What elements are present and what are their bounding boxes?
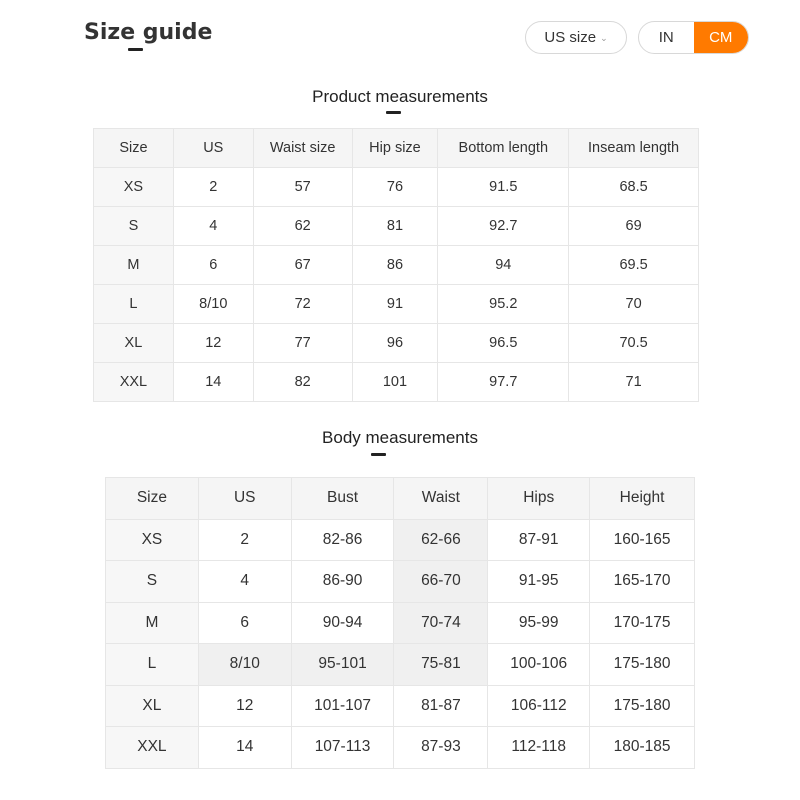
- table-cell: 6: [198, 602, 291, 644]
- table-cell: 62-66: [394, 519, 488, 561]
- column-header: Inseam length: [569, 129, 699, 168]
- table-cell: 2: [173, 168, 253, 207]
- table-cell: 91-95: [488, 561, 590, 603]
- table-cell: 96: [352, 324, 438, 363]
- table-cell: 175-180: [590, 644, 695, 686]
- table-row: [94, 324, 699, 363]
- table-row: [106, 685, 695, 727]
- table-cell: 106-112: [488, 685, 590, 727]
- table-cell: 2: [198, 519, 291, 561]
- size-label-cell: XS: [106, 519, 199, 561]
- column-header: Hip size: [352, 129, 438, 168]
- table-cell: 67: [253, 246, 352, 285]
- title-underline: [128, 48, 143, 51]
- table-cell: 91: [352, 285, 438, 324]
- table-cell: 14: [173, 363, 253, 402]
- table-cell: 66-70: [394, 561, 488, 603]
- table-row: [94, 168, 699, 207]
- table-cell: 82: [253, 363, 352, 402]
- table-cell: 6: [173, 246, 253, 285]
- table-cell: 76: [352, 168, 438, 207]
- table-cell: 81: [352, 207, 438, 246]
- table-cell: 4: [198, 561, 291, 603]
- size-system-value: US size: [544, 29, 597, 46]
- column-header: US: [198, 478, 291, 520]
- table-cell: 70.5: [569, 324, 699, 363]
- table-cell: 70-74: [394, 602, 488, 644]
- column-header: Height: [590, 478, 695, 520]
- body-measurements-title: Body measurements: [322, 428, 478, 447]
- table-cell: 12: [198, 685, 291, 727]
- size-system-select[interactable]: [525, 21, 627, 54]
- table-cell: 57: [253, 168, 352, 207]
- table-row: [106, 727, 695, 769]
- size-label-cell: L: [94, 285, 174, 324]
- table-cell: 92.7: [438, 207, 569, 246]
- table-cell: 69: [569, 207, 699, 246]
- table-cell: 14: [198, 727, 291, 769]
- table-row: [94, 285, 699, 324]
- table-cell: 77: [253, 324, 352, 363]
- column-header: Size: [106, 478, 199, 520]
- table-cell: 87-93: [394, 727, 488, 769]
- body-measurements-table: [105, 477, 695, 769]
- table-cell: 75-81: [394, 644, 488, 686]
- size-label-cell: M: [106, 602, 199, 644]
- table-cell: 81-87: [394, 685, 488, 727]
- table-row: [94, 363, 699, 402]
- table-cell: 8/10: [198, 644, 291, 686]
- table-cell: 101-107: [291, 685, 394, 727]
- table-cell: 170-175: [590, 602, 695, 644]
- table-cell: 107-113: [291, 727, 394, 769]
- column-header: Bust: [291, 478, 394, 520]
- table-header-row: [94, 129, 699, 168]
- table-cell: 68.5: [569, 168, 699, 207]
- table-cell: 95-101: [291, 644, 394, 686]
- unit-in-button[interactable]: IN: [639, 22, 694, 53]
- table-cell: 95.2: [438, 285, 569, 324]
- table-cell: 180-185: [590, 727, 695, 769]
- table-cell: 165-170: [590, 561, 695, 603]
- size-label-cell: L: [106, 644, 199, 686]
- table-cell: 86: [352, 246, 438, 285]
- table-header-row: [106, 478, 695, 520]
- table-cell: 100-106: [488, 644, 590, 686]
- table-cell: 87-91: [488, 519, 590, 561]
- table-cell: 12: [173, 324, 253, 363]
- table-cell: 82-86: [291, 519, 394, 561]
- table-row: [94, 207, 699, 246]
- size-label-cell: XXL: [94, 363, 174, 402]
- product-measurements-underline: [386, 111, 401, 114]
- table-cell: 8/10: [173, 285, 253, 324]
- column-header: Bottom length: [438, 129, 569, 168]
- column-header: Hips: [488, 478, 590, 520]
- table-cell: 86-90: [291, 561, 394, 603]
- table-cell: 70: [569, 285, 699, 324]
- column-header: Waist: [394, 478, 488, 520]
- size-label-cell: XXL: [106, 727, 199, 769]
- body-measurements-underline: [371, 453, 386, 456]
- table-cell: 94: [438, 246, 569, 285]
- table-cell: 112-118: [488, 727, 590, 769]
- table-cell: 175-180: [590, 685, 695, 727]
- column-header: Waist size: [253, 129, 352, 168]
- table-cell: 69.5: [569, 246, 699, 285]
- product-measurements-table: [93, 128, 699, 402]
- size-label-cell: XL: [106, 685, 199, 727]
- column-header: US: [173, 129, 253, 168]
- table-cell: 4: [173, 207, 253, 246]
- table-cell: 95-99: [488, 602, 590, 644]
- size-label-cell: XS: [94, 168, 174, 207]
- size-label-cell: S: [106, 561, 199, 603]
- table-cell: 90-94: [291, 602, 394, 644]
- table-cell: 91.5: [438, 168, 569, 207]
- table-row: [106, 602, 695, 644]
- chevron-down-icon: ⌄: [600, 33, 608, 43]
- table-cell: 72: [253, 285, 352, 324]
- table-cell: 62: [253, 207, 352, 246]
- table-row: [94, 246, 699, 285]
- table-cell: 97.7: [438, 363, 569, 402]
- table-cell: 101: [352, 363, 438, 402]
- table-cell: 96.5: [438, 324, 569, 363]
- table-cell: 160-165: [590, 519, 695, 561]
- table-row: [106, 519, 695, 561]
- unit-cm-button[interactable]: CM: [694, 22, 749, 53]
- column-header: Size: [94, 129, 174, 168]
- product-measurements-title: Product measurements: [312, 87, 488, 106]
- table-cell: 71: [569, 363, 699, 402]
- page-title: Size guide: [84, 20, 213, 45]
- table-row: [106, 644, 695, 686]
- size-label-cell: M: [94, 246, 174, 285]
- size-label-cell: S: [94, 207, 174, 246]
- table-row: [106, 561, 695, 603]
- unit-toggle[interactable]: [638, 21, 749, 54]
- size-label-cell: XL: [94, 324, 174, 363]
